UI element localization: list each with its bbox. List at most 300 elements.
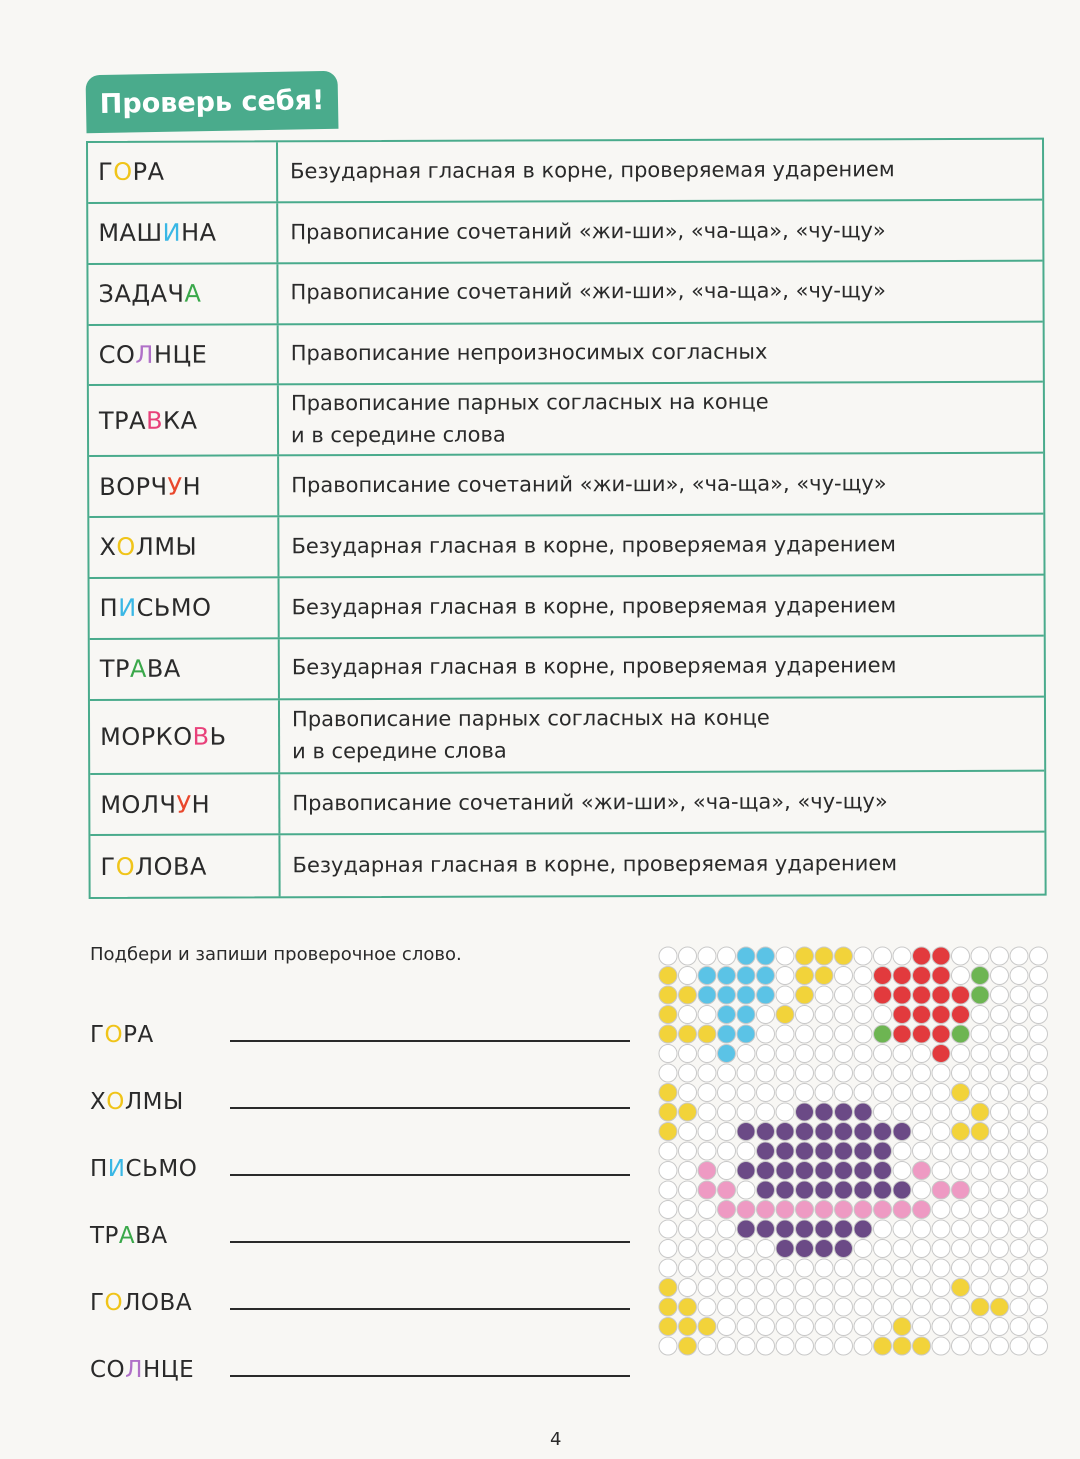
mosaic-dot-empty [952, 1337, 970, 1355]
mosaic-dot-colored [718, 1201, 736, 1219]
mosaic-dot-empty [1010, 1240, 1028, 1258]
mosaic-dot-colored [932, 986, 950, 1004]
mosaic-dot-empty [991, 1220, 1009, 1238]
mosaic-dot-colored [757, 1201, 775, 1219]
mosaic-dot-empty [874, 947, 892, 965]
rule-cell: Правописание сочетаний «жи-ши», «ча-ща», «чу-щу» [290, 278, 887, 305]
mosaic-dot-empty [1030, 1201, 1048, 1219]
mosaic-dot-colored [971, 1298, 989, 1316]
mosaic-dot-empty [796, 1084, 814, 1102]
mosaic-dot-empty [932, 1064, 950, 1082]
mosaic-dot-empty [893, 1279, 911, 1297]
mosaic-dot-empty [679, 1162, 697, 1180]
mosaic-dot-empty [737, 1064, 755, 1082]
mosaic-dot-empty [874, 1045, 892, 1063]
mosaic-dot-empty [757, 1318, 775, 1336]
mosaic-dot-colored [991, 1298, 1009, 1316]
mosaic-dot-empty [737, 1279, 755, 1297]
mosaic-dot-empty [952, 1240, 970, 1258]
mosaic-dot-colored [815, 947, 833, 965]
mosaic-dot-colored [718, 1006, 736, 1024]
mosaic-dot-colored [815, 1240, 833, 1258]
mosaic-dot-colored [913, 947, 931, 965]
mosaic-dot-colored [659, 1084, 677, 1102]
mosaic-dot-colored [913, 1006, 931, 1024]
mosaic-dot-empty [757, 1337, 775, 1355]
mosaic-dot-empty [815, 986, 833, 1004]
mosaic-dot-empty [1010, 947, 1028, 965]
mosaic-dot-colored [913, 1201, 931, 1219]
mosaic-dot-empty [1030, 986, 1048, 1004]
word-part: Х [90, 1089, 107, 1115]
mosaic-dot-colored [815, 1123, 833, 1141]
mosaic-dot-colored [776, 1123, 794, 1141]
mosaic-dot-empty [971, 1162, 989, 1180]
mosaic-dot-colored [659, 1298, 677, 1316]
mosaic-dot-empty [698, 1064, 716, 1082]
mosaic-dot-empty [796, 1337, 814, 1355]
mosaic-dot-empty [679, 1123, 697, 1141]
mosaic-dot-colored [854, 1162, 872, 1180]
word-part: ЛОВА [135, 852, 207, 881]
mosaic-dot-empty [659, 1142, 677, 1160]
rule-cell: Безударная гласная в корне, проверяемая ударением [291, 592, 897, 619]
word-part: СО [90, 1357, 126, 1383]
mosaic-dot-empty [854, 1279, 872, 1297]
word-part: ЗАДАЧ [98, 279, 185, 309]
mosaic-dot-empty [1030, 1259, 1048, 1277]
highlighted-letter: В [192, 722, 210, 751]
mosaic-dot-empty [991, 986, 1009, 1004]
mosaic-dot-empty [835, 1259, 853, 1277]
mosaic-dot-empty [874, 1064, 892, 1082]
word-part: СЬМО [125, 1156, 198, 1182]
mosaic-dot-empty [757, 1064, 775, 1082]
mosaic-dot-empty [835, 1084, 853, 1102]
word-part: Г [90, 1022, 105, 1048]
mosaic-dot-empty [796, 1025, 814, 1043]
mosaic-dot-empty [991, 1337, 1009, 1355]
mosaic-dot-colored [893, 1337, 911, 1355]
mosaic-dot-colored [835, 1201, 853, 1219]
mosaic-dot-empty [718, 1259, 736, 1277]
mosaic-dot-empty [913, 1045, 931, 1063]
mosaic-dot-empty [737, 1337, 755, 1355]
word-part: Г [100, 852, 116, 881]
highlighted-letter: В [145, 406, 164, 435]
mosaic-dot-colored [796, 986, 814, 1004]
mosaic-dot-colored [815, 1201, 833, 1219]
mosaic-dot-empty [1030, 1240, 1048, 1258]
mosaic-dot-empty [776, 1103, 794, 1121]
mosaic-dot-empty [718, 1162, 736, 1180]
mosaic-dot-empty [796, 1259, 814, 1277]
mosaic-dot-empty [1010, 986, 1028, 1004]
mosaic-dot-empty [698, 1084, 716, 1102]
mosaic-dot-colored [893, 1181, 911, 1199]
mosaic-dot-colored [952, 1006, 970, 1024]
mosaic-dot-colored [737, 1123, 755, 1141]
mosaic-dot-empty [776, 1025, 794, 1043]
mosaic-dot-colored [718, 986, 736, 1004]
mosaic-dot-empty [971, 1006, 989, 1024]
section-title: Проверь себя! [99, 84, 325, 120]
mosaic-dot-empty [757, 1045, 775, 1063]
mosaic-dot-empty [776, 1279, 794, 1297]
mosaic-dot-empty [991, 1123, 1009, 1141]
mosaic-dot-empty [737, 1259, 755, 1277]
mosaic-dot-empty [952, 1103, 970, 1121]
mosaic-dot-empty [991, 1006, 1009, 1024]
highlighted-letter: О [104, 1290, 124, 1316]
word-part: МОРКО [100, 722, 193, 751]
mosaic-dot-empty [913, 1279, 931, 1297]
mosaic-dot-colored [893, 967, 911, 985]
mosaic-dot-empty [718, 1279, 736, 1297]
mosaic-dot-empty [991, 1025, 1009, 1043]
mosaic-dot-empty [874, 1279, 892, 1297]
mosaic-dot-colored [796, 1103, 814, 1121]
mosaic-dot-colored [737, 1201, 755, 1219]
rule-cell: Правописание парных согласных на конце и в середине слова [291, 706, 770, 764]
mosaic-dot-empty [1010, 1279, 1028, 1297]
mosaic-dot-empty [971, 1240, 989, 1258]
mosaic-dot-empty [737, 1103, 755, 1121]
mosaic-dot-empty [679, 1259, 697, 1277]
highlighted-letter: А [129, 654, 147, 683]
mosaic-dot-colored [835, 947, 853, 965]
mosaic-dot-empty [1030, 1084, 1048, 1102]
mosaic-dot-colored [737, 986, 755, 1004]
mosaic-dot-empty [659, 947, 677, 965]
mosaic-dot-colored [737, 947, 755, 965]
mosaic-dot-empty [815, 1318, 833, 1336]
mosaic-dot-colored [932, 1006, 950, 1024]
word-part: ТР [99, 654, 131, 684]
mosaic-dot-empty [679, 1201, 697, 1219]
mosaic-dot-colored [757, 1220, 775, 1238]
mosaic-dot-empty [952, 1162, 970, 1180]
mosaic-dot-colored [835, 1142, 853, 1160]
word-part: РА [132, 158, 165, 187]
word-part: НЦЕ [153, 340, 208, 369]
mosaic-dot-empty [698, 1279, 716, 1297]
mosaic-dot-empty [1030, 1181, 1048, 1199]
mosaic-dot-empty [952, 1259, 970, 1277]
mosaic-dot-empty [991, 1142, 1009, 1160]
mosaic-dot-empty [952, 1298, 970, 1316]
mosaic-dot-empty [913, 1318, 931, 1336]
rule-cell: Правописание сочетаний «жи-ши», «ча-ща», «чу-щу» [291, 471, 887, 498]
word-part: ТРА [98, 406, 147, 435]
mosaic-dot-empty [874, 1103, 892, 1121]
mosaic-dot-empty [698, 1045, 716, 1063]
rule-cell: Правописание сочетаний «жи-ши», «ча-ща», «чу-щу» [292, 789, 888, 816]
mosaic-dot-empty [1010, 1142, 1028, 1160]
mosaic-dot-empty [796, 1298, 814, 1316]
mosaic-dot-empty [1030, 1103, 1048, 1121]
mosaic-dot-colored [893, 986, 911, 1004]
mosaic-dot-colored [971, 967, 989, 985]
mosaic-dot-empty [893, 1220, 911, 1238]
mosaic-dot-colored [679, 1025, 697, 1043]
mosaic-dot-empty [932, 1123, 950, 1141]
mosaic-dot-colored [679, 1318, 697, 1336]
mosaic-dot-empty [932, 1220, 950, 1238]
mosaic-dot-empty [893, 1298, 911, 1316]
mosaic-dot-empty [776, 1337, 794, 1355]
mosaic-dot-empty [659, 1337, 677, 1355]
word-part: СО [98, 340, 136, 369]
word-part: НЦЕ [142, 1357, 195, 1383]
mosaic-dot-colored [796, 1162, 814, 1180]
mosaic-dot-empty [913, 1103, 931, 1121]
mosaic-dot-empty [1010, 1025, 1028, 1043]
mosaic-dot-empty [679, 1279, 697, 1297]
mosaic-dot-empty [1010, 1201, 1028, 1219]
mosaic-dot-empty [1010, 1064, 1028, 1082]
mosaic-dot-empty [874, 1259, 892, 1277]
mosaic-dot-empty [1030, 1006, 1048, 1024]
mosaic-dot-empty [874, 1318, 892, 1336]
mosaic-dot-colored [698, 967, 716, 985]
mosaic-dot-empty [659, 1162, 677, 1180]
mosaic-dot-empty [932, 1279, 950, 1297]
mosaic-dot-colored [718, 1045, 736, 1063]
word-part: ЛМЫ [135, 533, 198, 562]
mosaic-dot-empty [815, 1298, 833, 1316]
mosaic-dot-empty [698, 1201, 716, 1219]
mosaic-dot-colored [737, 1025, 755, 1043]
mosaic-dot-colored [835, 1181, 853, 1199]
mosaic-dot-empty [757, 1084, 775, 1102]
mosaic-dot-colored [679, 986, 697, 1004]
mosaic-dot-empty [913, 1064, 931, 1082]
word-part: МОЛЧ [100, 790, 177, 819]
mosaic-dot-empty [835, 1006, 853, 1024]
mosaic-dot-empty [952, 967, 970, 985]
mosaic-dot-empty [718, 1337, 736, 1355]
mosaic-dot-empty [893, 947, 911, 965]
highlighted-letter: О [106, 1089, 125, 1115]
mosaic-dot-empty [1010, 1298, 1028, 1316]
word-part: ЛОВА [123, 1290, 193, 1316]
mosaic-dot-colored [796, 1240, 814, 1258]
mosaic-dot-colored [679, 1298, 697, 1316]
mosaic-dot-empty [913, 1084, 931, 1102]
mosaic-dot-empty [854, 1298, 872, 1316]
mosaic-dot-empty [991, 967, 1009, 985]
mosaic-dot-empty [1010, 1220, 1028, 1238]
mosaic-dot-colored [659, 967, 677, 985]
mosaic-dot-empty [757, 1279, 775, 1297]
rule-cell: Безударная гласная в корне, проверяемая ударением [291, 653, 897, 680]
mosaic-dot-empty [1030, 1220, 1048, 1238]
mosaic-dot-empty [893, 1084, 911, 1102]
mosaic-dot-empty [659, 1064, 677, 1082]
mosaic-dot-empty [971, 947, 989, 965]
mosaic-dot-empty [971, 1220, 989, 1238]
mosaic-dot-colored [698, 1181, 716, 1199]
mosaic-dot-colored [932, 1025, 950, 1043]
mosaic-dot-colored [874, 1162, 892, 1180]
mosaic-dot-colored [854, 1201, 872, 1219]
mosaic-dot-empty [913, 1123, 931, 1141]
mosaic-dot-empty [913, 1181, 931, 1199]
mosaic-dot-colored [737, 1220, 755, 1238]
mosaic-dot-empty [737, 1142, 755, 1160]
highlighted-letter: У [167, 472, 183, 501]
mosaic-dot-empty [1030, 967, 1048, 985]
mosaic-dot-colored [757, 1123, 775, 1141]
mosaic-dot-colored [776, 1181, 794, 1199]
mosaic-dot-colored [952, 1279, 970, 1297]
mosaic-dot-empty [991, 1259, 1009, 1277]
mosaic-dot-empty [815, 1259, 833, 1277]
mosaic-dot-empty [991, 1064, 1009, 1082]
rule-cell: Безударная гласная в корне, проверяемая ударением [290, 156, 895, 183]
mosaic-dot-empty [737, 1181, 755, 1199]
mosaic-dot-empty [932, 1337, 950, 1355]
mosaic-dot-colored [874, 1142, 892, 1160]
mosaic-dot-empty [1010, 1337, 1028, 1355]
mosaic-dot-empty [854, 1006, 872, 1024]
mosaic-dot-empty [971, 1201, 989, 1219]
mosaic-dot-empty [776, 986, 794, 1004]
mosaic-dot-empty [737, 1240, 755, 1258]
mosaic-dot-colored [874, 986, 892, 1004]
mosaic-dot-empty [854, 1318, 872, 1336]
mosaic-dot-colored [971, 986, 989, 1004]
highlighted-letter: И [118, 594, 137, 623]
mosaic-dot-empty [679, 967, 697, 985]
mosaic-dot-colored [698, 1162, 716, 1180]
mosaic-dot-empty [776, 1084, 794, 1102]
highlighted-letter: О [115, 852, 136, 881]
mosaic-dot-colored [737, 967, 755, 985]
mosaic-dot-colored [737, 1162, 755, 1180]
word-part: Х [99, 533, 117, 562]
mosaic-dot-colored [874, 1123, 892, 1141]
mosaic-dot-empty [1010, 1259, 1028, 1277]
mosaic-dot-empty [932, 1259, 950, 1277]
mosaic-dot-empty [1030, 1025, 1048, 1043]
mosaic-dot-empty [854, 1259, 872, 1277]
mosaic-dot-empty [991, 947, 1009, 965]
word-part: ВА [146, 654, 181, 683]
mosaic-dot-colored [659, 1123, 677, 1141]
mosaic-dot-empty [893, 1103, 911, 1121]
mosaic-dot-empty [835, 1045, 853, 1063]
mosaic-dot-empty [815, 1025, 833, 1043]
mosaic-dot-empty [757, 1025, 775, 1043]
mosaic-dot-empty [854, 967, 872, 985]
word-part: ВА [135, 1223, 168, 1249]
mosaic-dot-empty [718, 947, 736, 965]
mosaic-dot-empty [718, 1084, 736, 1102]
mosaic-dot-empty [835, 1337, 853, 1355]
mosaic-dot-empty [698, 1220, 716, 1238]
mosaic-dot-colored [776, 1240, 794, 1258]
mosaic-dot-empty [893, 1064, 911, 1082]
mosaic-dot-empty [718, 1220, 736, 1238]
mosaic-dot-empty [679, 947, 697, 965]
mosaic-dot-colored [913, 967, 931, 985]
mosaic-dot-colored [679, 1103, 697, 1121]
mosaic-dot-empty [698, 1006, 716, 1024]
mosaic-dot-colored [854, 1142, 872, 1160]
mosaic-dot-empty [698, 1337, 716, 1355]
mosaic-dot-colored [659, 1318, 677, 1336]
mosaic-dot-empty [854, 947, 872, 965]
mosaic-dot-colored [737, 1006, 755, 1024]
mosaic-dot-colored [698, 986, 716, 1004]
mosaic-dot-empty [913, 1240, 931, 1258]
mosaic-dot-empty [659, 1045, 677, 1063]
mosaic-dot-empty [796, 1318, 814, 1336]
mosaic-dot-empty [737, 1084, 755, 1102]
mosaic-dot-colored [796, 1142, 814, 1160]
mosaic-dot-colored [776, 1142, 794, 1160]
mosaic-dot-empty [952, 1220, 970, 1238]
mosaic-dot-empty [971, 1064, 989, 1082]
mosaic-dot-colored [815, 1142, 833, 1160]
mosaic-dot-empty [737, 1318, 755, 1336]
mosaic-dot-empty [718, 1318, 736, 1336]
mosaic-dot-empty [679, 1045, 697, 1063]
mosaic-dot-empty [659, 1220, 677, 1238]
mosaic-dot-empty [776, 1318, 794, 1336]
rule-cell: Правописание парных согласных на конце и в середине слова [290, 389, 769, 448]
mosaic-dot-empty [913, 1142, 931, 1160]
highlighted-letter: И [162, 218, 182, 247]
mosaic-dot-empty [854, 1240, 872, 1258]
mosaic-dot-empty [815, 1337, 833, 1355]
mosaic-dot-colored [659, 1279, 677, 1297]
mosaic-dot-colored [718, 1181, 736, 1199]
mosaic-dot-colored [874, 1337, 892, 1355]
mosaic-dot-colored [835, 1220, 853, 1238]
mosaic-dot-colored [776, 1220, 794, 1238]
mosaic-dot-empty [757, 1103, 775, 1121]
mosaic-dot-colored [659, 1103, 677, 1121]
mosaic-dot-empty [1030, 1142, 1048, 1160]
mosaic-dot-colored [815, 967, 833, 985]
word-part: ТР [90, 1223, 119, 1249]
mosaic-dot-empty [835, 1025, 853, 1043]
word-part: МАШ [98, 218, 163, 248]
mosaic-dot-empty [1030, 1279, 1048, 1297]
highlighted-letter: О [116, 533, 136, 562]
mosaic-dot-empty [679, 1240, 697, 1258]
mosaic-dot-empty [796, 1045, 814, 1063]
mosaic-dot-empty [1010, 1162, 1028, 1180]
mosaic-dot-empty [698, 1142, 716, 1160]
rule-cell: Безударная гласная в корне, проверяемая ударением [291, 531, 897, 558]
mosaic-dot-colored [776, 1162, 794, 1180]
mosaic-dot-empty [854, 1045, 872, 1063]
mosaic-dot-empty [913, 1298, 931, 1316]
mosaic-dot-empty [893, 1259, 911, 1277]
mosaic-dot-empty [718, 1298, 736, 1316]
mosaic-dot-colored [952, 1084, 970, 1102]
mosaic-dot-empty [718, 1142, 736, 1160]
mosaic-dot-empty [796, 1006, 814, 1024]
mosaic-dot-colored [932, 1181, 950, 1199]
mosaic-dot-colored [913, 1337, 931, 1355]
mosaic-dot-empty [991, 1240, 1009, 1258]
mosaic-dot-empty [932, 1240, 950, 1258]
